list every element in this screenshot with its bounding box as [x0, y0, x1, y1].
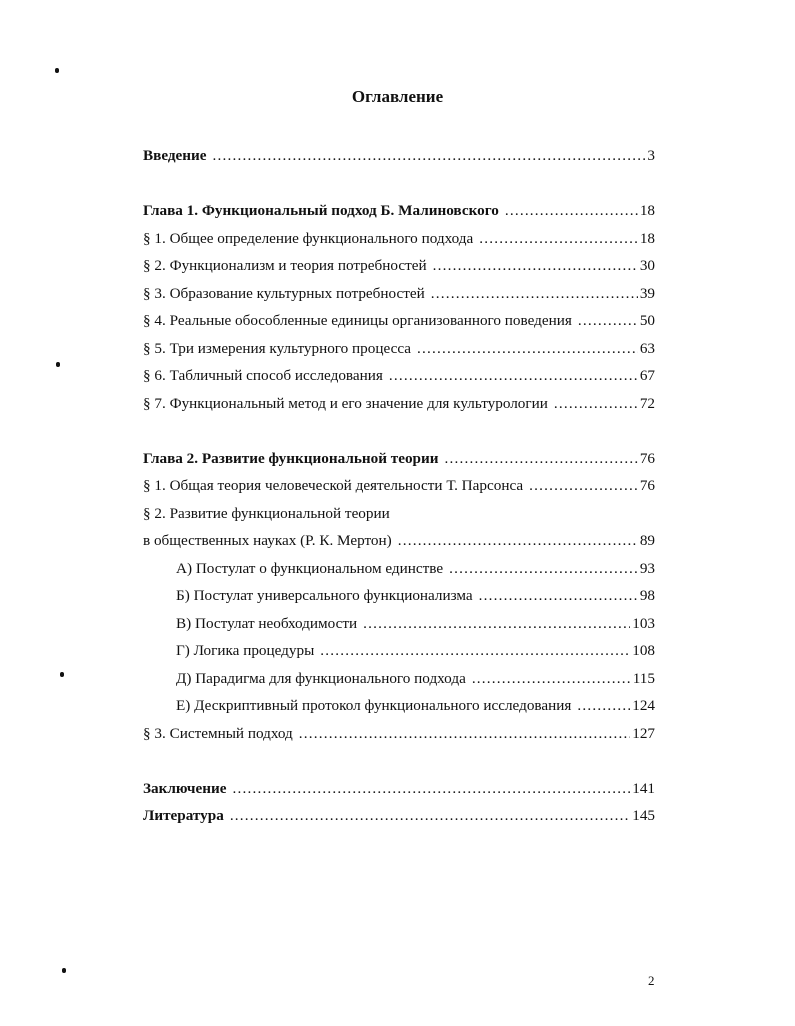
scan-speck	[60, 672, 64, 677]
toc-entry-page: 63	[639, 340, 655, 357]
dot-leader	[230, 806, 630, 826]
dot-leader	[232, 779, 630, 799]
toc-entry-label: § 7. Функциональный метод и его значение для культурологии	[143, 395, 548, 412]
toc-entry-label: Заключение	[143, 780, 227, 797]
dot-leader	[389, 366, 638, 386]
toc-entry-ch2-sec2-a[interactable]	[176, 559, 655, 579]
dot-leader	[529, 476, 638, 496]
dot-leader	[472, 669, 631, 689]
toc-entry-ch2-sec1[interactable]	[143, 476, 655, 496]
toc-entry-ch1-sec4[interactable]	[143, 311, 655, 331]
toc-entry-page: 108	[632, 642, 655, 659]
toc-entry-page: 72	[639, 395, 655, 412]
dot-leader	[431, 284, 638, 304]
toc-entry-label: в общественных науках (Р. К. Мертон)	[143, 532, 392, 549]
dot-leader	[320, 641, 630, 661]
toc-entry-ch1-sec6[interactable]	[143, 366, 655, 386]
toc-entry-page: 50	[639, 312, 655, 329]
dot-leader	[213, 146, 646, 166]
dot-leader	[433, 256, 638, 276]
toc-entry-ch2-sec2-v[interactable]	[176, 614, 655, 634]
toc-entry-label: § 6. Табличный способ исследования	[143, 367, 383, 384]
toc-entry-conclusion[interactable]	[143, 779, 655, 799]
page-title: Оглавление	[351, 87, 444, 106]
toc-entry-page: 98	[639, 587, 655, 604]
toc-entry-ch1-sec7[interactable]	[143, 394, 655, 414]
dot-leader	[479, 586, 638, 606]
toc-entry-label: § 5. Три измерения культурного процесса	[143, 340, 412, 357]
toc-entry-label: Литература	[143, 807, 224, 824]
toc-entry-ch2-sec2-b[interactable]	[176, 586, 655, 606]
toc-entry-page: 141	[632, 780, 655, 797]
toc-entry-page: 76	[639, 477, 655, 494]
toc-entry-ch2-sec3[interactable]	[143, 724, 655, 744]
toc-entry-page: 18	[639, 230, 655, 247]
toc-entry-page: 127	[632, 725, 655, 742]
toc-entry-ch2-sec2-g[interactable]	[176, 641, 655, 661]
toc-entry-ch1-sec3[interactable]	[143, 284, 655, 304]
dot-leader	[505, 201, 638, 221]
dot-leader	[445, 449, 638, 469]
toc-entry-page: 67	[639, 367, 655, 384]
toc-entry-label: А) Постулат о функциональном единстве	[176, 560, 444, 577]
dot-leader	[577, 696, 630, 716]
toc-entry-label: Е) Дескриптивный протокол функционального исследования	[176, 697, 572, 714]
toc-entry-label: Б) Постулат универсального функционализма	[176, 587, 473, 604]
dot-leader	[363, 614, 630, 634]
toc-entry-label: Глава 1. Функциональный подход Б. Малиновского	[143, 202, 499, 219]
toc-entry-label: § 3. Системный подход	[143, 725, 293, 742]
scan-speck	[56, 362, 60, 367]
toc-entry-ch1-sec2[interactable]	[143, 256, 655, 276]
toc-entry-page: 76	[639, 450, 655, 467]
toc-entry-ch1-sec5[interactable]	[143, 339, 655, 359]
toc-entry-label: Д) Парадигма для функционального подхода	[176, 670, 466, 687]
toc-entry-label: § 1. Общее определение функционального подхода	[143, 230, 474, 247]
toc-entry-chapter-2[interactable]	[143, 449, 655, 469]
toc-entry-label: § 4. Реальные обособленные единицы организованного поведения	[143, 312, 572, 329]
toc-entry-ch2-sec2-d[interactable]	[176, 669, 655, 689]
dot-leader	[554, 394, 638, 414]
dot-leader	[449, 559, 638, 579]
toc-entry-ch2-sec2-line2[interactable]	[143, 531, 655, 551]
toc-entry-label: Введение	[143, 147, 207, 164]
toc-entry-page: 124	[632, 697, 655, 714]
scan-speck	[55, 68, 59, 73]
toc-entry-page: 89	[639, 532, 655, 549]
toc-entry-page: 93	[639, 560, 655, 577]
toc-entry-ch2-sec2-e[interactable]	[176, 696, 655, 716]
toc-entry-label: В) Постулат необходимости	[176, 615, 358, 632]
toc-entry-page: 115	[632, 670, 655, 687]
dot-leader	[299, 724, 630, 744]
toc-entry-chapter-1[interactable]	[143, 201, 655, 221]
dot-leader	[479, 229, 638, 249]
toc-entry-page: 145	[632, 807, 655, 824]
toc-entry-page: 30	[639, 257, 655, 274]
dot-leader	[398, 531, 638, 551]
toc-entry-label: § 1. Общая теория человеческой деятельности Т. Парсонса	[143, 477, 524, 494]
toc-entry-literature[interactable]	[143, 806, 655, 826]
toc-entry-page: 103	[632, 615, 655, 632]
page-number: 2	[648, 973, 655, 988]
scan-speck	[62, 968, 66, 973]
toc-entry-label: Г) Логика процедуры	[176, 642, 315, 659]
dot-leader	[578, 311, 638, 331]
toc-entry-label: § 3. Образование культурных потребностей	[143, 285, 425, 302]
dot-leader	[417, 339, 638, 359]
toc-entry-ch1-sec1[interactable]	[143, 229, 655, 249]
toc-entry-page: 3	[647, 147, 655, 164]
toc-entry-label: § 2. Развитие функциональной теории	[143, 505, 390, 522]
toc-entry-ch2-sec2-line1[interactable]	[143, 504, 655, 524]
toc-entry-label: § 2. Функционализм и теория потребностей	[143, 257, 427, 274]
toc-entry-page: 39	[639, 285, 655, 302]
toc-entry-page: 18	[639, 202, 655, 219]
toc-entry-introduction[interactable]	[143, 146, 655, 166]
toc-entry-label: Глава 2. Развитие функциональной теории	[143, 450, 439, 467]
